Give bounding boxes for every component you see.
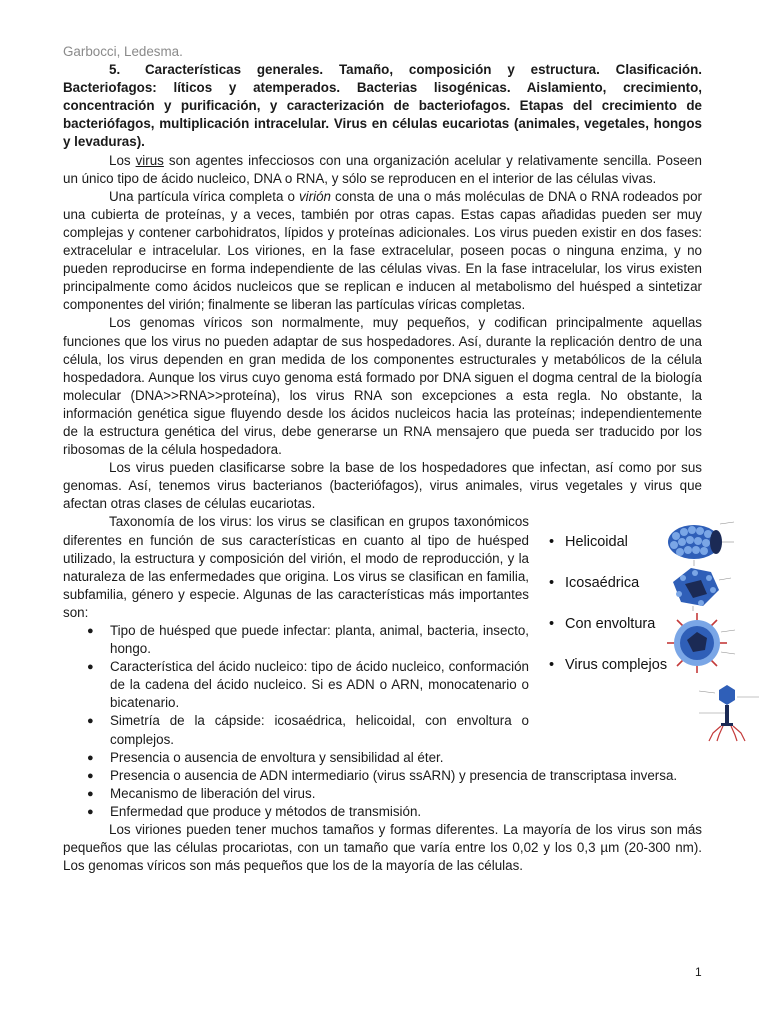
list-item: ● Presencia o ausencia de envoltura y sensibilidad al éter. xyxy=(63,749,702,767)
complex-virus-illustration xyxy=(685,681,767,743)
section-number: 5. xyxy=(109,62,121,78)
taxonomy-section xyxy=(63,513,702,748)
paragraph-taxonomy: Taxonomía de los virus: los virus se clasifican en grupos taxonómicos diferentes en función de sus características en cuanto al tipo de huésped utilizado, la estructura y composición del virión, el modo de reproducción, y la naturaleza de las enfermedades que origina. Los virus se clasifican en familia, subfamilia, género y especie. Algunas de las características más importantes son: xyxy=(63,514,529,620)
text-run: son agentes infecciosos con una organización acelular y relativamente sencilla. Poseen un único tipo de ácido nucleico, DNA o RNA, y sólo se reproducen en el interior de las células vivas. xyxy=(63,152,702,186)
italic-word-virion: virión xyxy=(298,188,331,204)
figure-label-complejos: • Virus complejos xyxy=(549,656,667,674)
list-item: ● Presencia o ausencia de ADN intermediario (virus ssARN) y presencia de transcriptasa inversa. xyxy=(63,767,702,785)
paragraph-sizes: Los viriones pueden tener muchos tamaños y formas diferentes. La mayoría de los virus son más pequeños que las células procariotas, con un tamaño que varía entre los 0,02 y los 0,3 µm (20-300 nm). Los genomas víricos son más pequeños que los de la mayoría de las células. xyxy=(63,822,702,874)
figure-label-envoltura: • Con envoltura xyxy=(549,615,655,633)
author-line: Garbocci, Ledesma. xyxy=(63,44,183,59)
helical-capsid xyxy=(668,525,722,559)
list-item: ● Mecanismo de liberación del virus. xyxy=(63,785,702,803)
document-page xyxy=(63,43,702,875)
list-item: ● Simetría de la cápside: icosaédrica, helicoidal, con envoltura o complejos. xyxy=(63,712,529,748)
list-item: ● Enfermedad que produce y métodos de transmisión. xyxy=(63,803,702,821)
text-run: Una partícula vírica completa o xyxy=(109,188,299,204)
page-number: 1 xyxy=(695,965,702,979)
figure-label-icosaedrica: • Icosaédrica xyxy=(549,574,639,592)
list-item: ● Característica del ácido nucleico: tipo de ácido nucleico, conformación de la cadena del ácido nucleico. Si es ADN o ARN, monocatenario o bicatenario. xyxy=(63,658,529,712)
icosahedral-virus-illustration xyxy=(663,560,733,612)
text-run: Los xyxy=(109,152,136,168)
section-heading xyxy=(63,61,702,151)
enveloped-virus-illustration xyxy=(661,610,737,676)
paragraph-intro xyxy=(63,152,702,188)
section-title: Características generales. Tamaño, composición y estructura. Clasificación. Bacteriofagos: líticos y atemperados. Bacterias lisogénicas. Aislamiento, crecimiento, concentración y purificación, y caracterización de bacteriofagos. Etapas del crecimiento de bacteriófagos, multiplicación intracelular. Virus en células eucariotas (animales, vegetales, hongos y levaduras). xyxy=(63,62,702,150)
paragraph-virion xyxy=(63,188,702,315)
underlined-word-virus: virus xyxy=(135,152,164,168)
characteristics-list-wide xyxy=(63,749,702,821)
paragraph-classification: Los virus pueden clasificarse sobre la base de los hospedadores que infectan, así como por sus genomas. Así, tenemos virus bacterianos (bacteriófagos), virus animales, virus vegetales y virus que afectan otras clases de células eucariotas. xyxy=(63,460,702,512)
characteristics-list-narrow xyxy=(63,622,529,749)
paragraph-genomes: Los genomas víricos son normalmente, muy pequeños, y codifican principalmente aquellas funciones que los virus no pueden adaptar de sus hospedadores. Así, durante la replicación dentro de una célula, los virus dependen en gran medida de los componentes estructurales y metabólicos de la célula hospedadora. Aunque los virus cuyo genoma está formado por DNA siguen el dogma central de la biología molecular (DNA>>RNA>>proteína), los virus RNA son excepciones a esta regla. No obstante, la información genética sigue fluyendo desde los ácidos nucleicos hacia las proteínas; independientemente de la estructura genética del virus, debe generarse un RNA mensajero que pueda ser traducido por los ribosomas de la célula hospedadora. xyxy=(63,315,702,458)
figure-label-helicoidal: • Helicoidal xyxy=(549,533,628,551)
virus-shapes-figure xyxy=(545,513,768,743)
text-run: consta de una o más moléculas de DNA o RNA rodeados por una cubierta de proteínas, y a veces, también por otras capas. Estas capas añadidas pueden ser muy complejas y contener carbohidratos, lípidos y proteínas adicionales. Los virus pueden existir en dos fases: extracelular e intracelular. Los viriones, en la fase extracelular, poseen pocas o ninguna enzima, y no pueden reproducirse en forma independiente de las células vivas. En la fase intracelular, los virus existen principalmente como ácidos nucleicos que se replican e inducen al metabolismo del huésped a sintetizar componentes del virión; finalmente se liberan las partículas víricas completas. xyxy=(63,188,702,313)
list-item: ● Tipo de huésped que puede infectar: planta, animal, bacteria, insecto, hongo. xyxy=(63,622,529,658)
